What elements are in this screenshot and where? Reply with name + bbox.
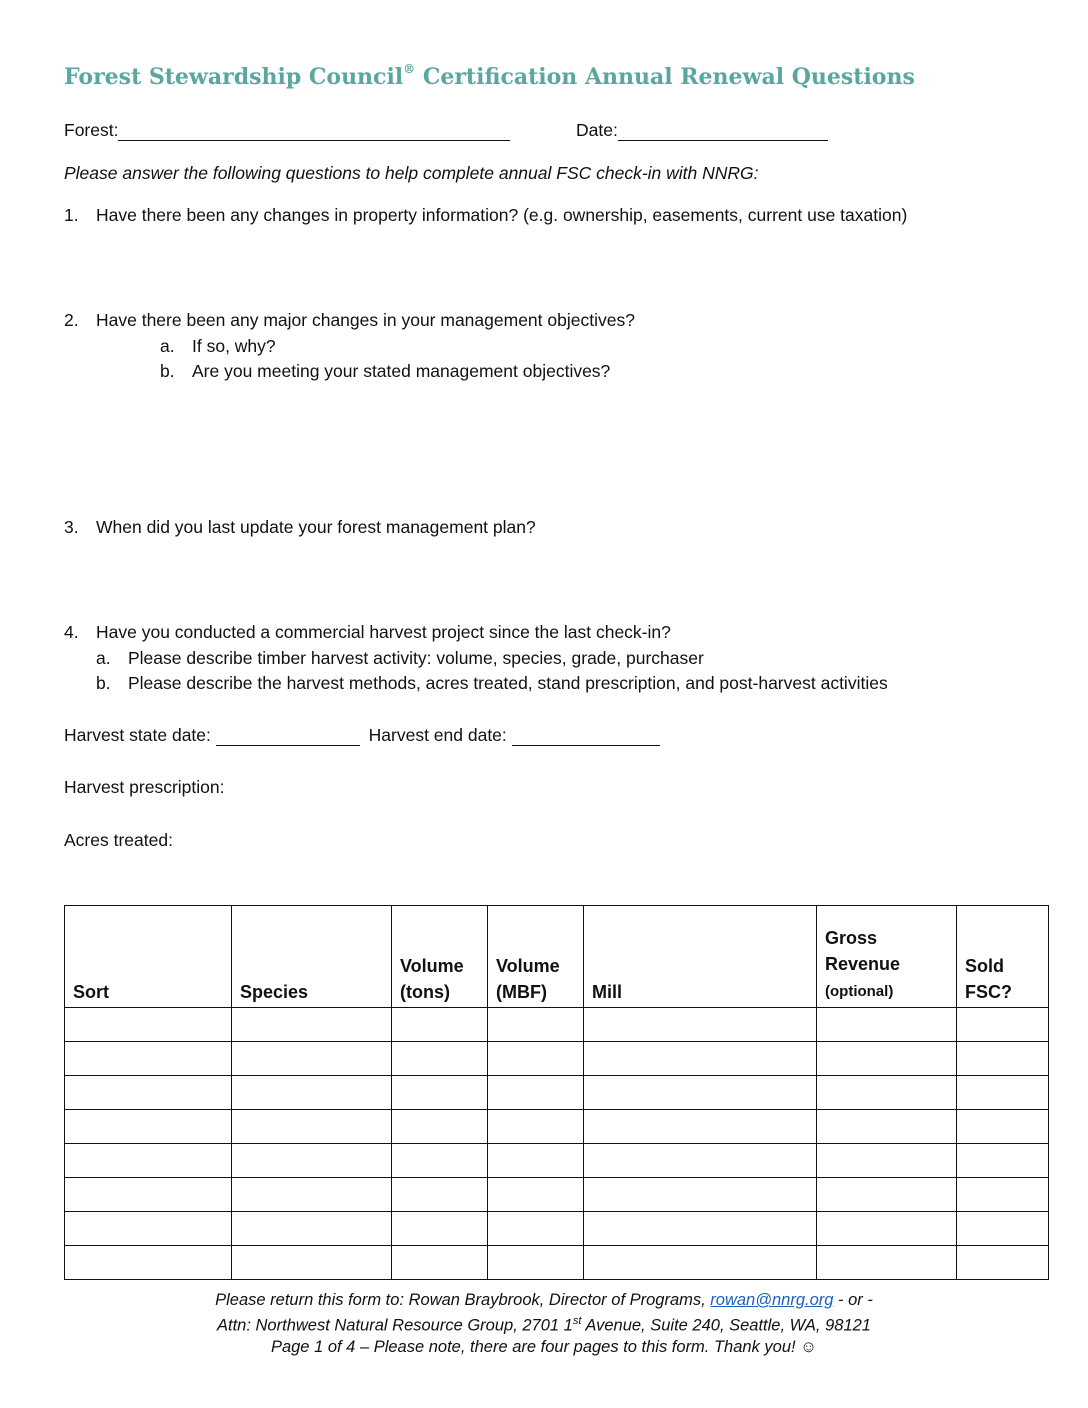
table-cell[interactable] — [817, 1008, 957, 1042]
table-cell[interactable] — [584, 1246, 817, 1280]
table-cell[interactable] — [817, 1178, 957, 1212]
table-cell[interactable] — [584, 1144, 817, 1178]
table-row — [65, 1144, 1049, 1178]
table-row — [65, 1246, 1049, 1280]
table-cell[interactable] — [65, 1178, 232, 1212]
table-cell[interactable] — [957, 1008, 1049, 1042]
table-cell[interactable] — [584, 1076, 817, 1110]
table-cell[interactable] — [488, 1076, 584, 1110]
sub-text: Are you meeting your stated management objectives? — [192, 361, 611, 381]
table-cell[interactable] — [817, 1144, 957, 1178]
table-cell[interactable] — [584, 1110, 817, 1144]
table-cell[interactable] — [817, 1042, 957, 1076]
title-main: Forest Stewardship Council — [64, 64, 404, 90]
sub-letter: a. — [96, 648, 111, 668]
table-cell[interactable] — [957, 1110, 1049, 1144]
table-cell[interactable] — [232, 1212, 392, 1246]
email-link[interactable]: rowan@nnrg.org — [710, 1291, 834, 1309]
harvest-start-label: Harvest state date: — [64, 725, 211, 745]
date-label: Date: — [576, 120, 618, 140]
table-cell[interactable] — [392, 1110, 488, 1144]
table-cell[interactable] — [817, 1212, 957, 1246]
header-sort: Sort — [65, 906, 232, 1008]
table-cell[interactable] — [957, 1212, 1049, 1246]
sub-letter: b. — [96, 673, 111, 693]
table-cell[interactable] — [957, 1144, 1049, 1178]
table-cell[interactable] — [232, 1042, 392, 1076]
question-4a — [96, 648, 704, 669]
table-cell[interactable] — [232, 1246, 392, 1280]
question-2b — [160, 361, 610, 382]
intro-text: Please answer the following questions to help complete annual FSC check-in with NNRG: — [64, 163, 759, 183]
question-number: 2. — [64, 310, 79, 330]
page-title — [64, 64, 915, 90]
table-cell[interactable] — [584, 1008, 817, 1042]
footer-line-2: Attn: Northwest Natural Resource Group, 2701 1st Avenue, Suite 240, Seattle, WA, 98121 — [217, 1315, 871, 1335]
table-cell[interactable] — [65, 1042, 232, 1076]
question-text: Have there been any major changes in your management objectives? — [96, 310, 635, 330]
table-cell[interactable] — [817, 1246, 957, 1280]
table-row — [65, 1212, 1049, 1246]
table-cell[interactable] — [817, 1076, 957, 1110]
sub-letter: a. — [160, 336, 175, 356]
table-cell[interactable] — [488, 1144, 584, 1178]
table-cell[interactable] — [584, 1042, 817, 1076]
harvest-end-input-line[interactable] — [512, 727, 660, 746]
table-row — [65, 1178, 1049, 1212]
sub-text: Please describe the harvest methods, acres treated, stand prescription, and post-harvest activities — [128, 673, 888, 693]
table-row — [65, 1110, 1049, 1144]
header-species: Species — [232, 906, 392, 1008]
question-3 — [64, 517, 536, 538]
table-cell[interactable] — [392, 1008, 488, 1042]
table-cell[interactable] — [392, 1212, 488, 1246]
table-cell[interactable] — [65, 1008, 232, 1042]
title-rest: Certification Annual Renewal Questions — [415, 64, 915, 90]
forest-label: Forest: — [64, 120, 119, 140]
question-2a — [160, 336, 276, 357]
harvest-end-label: Harvest end date: — [368, 725, 507, 745]
table-cell[interactable] — [817, 1110, 957, 1144]
table-row — [65, 1042, 1049, 1076]
table-cell[interactable] — [65, 1144, 232, 1178]
table-cell[interactable] — [957, 1076, 1049, 1110]
question-number: 1. — [64, 205, 79, 225]
table-cell[interactable] — [488, 1110, 584, 1144]
table-cell[interactable] — [232, 1110, 392, 1144]
table-cell[interactable] — [957, 1178, 1049, 1212]
sub-letter: b. — [160, 361, 175, 381]
question-number: 4. — [64, 622, 79, 642]
question-number: 3. — [64, 517, 79, 537]
table-cell[interactable] — [65, 1212, 232, 1246]
table-cell[interactable] — [392, 1144, 488, 1178]
header-sold-fsc: Sold FSC? — [957, 906, 1049, 1008]
harvest-table — [64, 905, 1049, 1280]
table-cell[interactable] — [392, 1076, 488, 1110]
table-cell[interactable] — [65, 1076, 232, 1110]
table-cell[interactable] — [488, 1042, 584, 1076]
table-cell[interactable] — [488, 1008, 584, 1042]
question-2 — [64, 310, 635, 331]
table-cell[interactable] — [488, 1246, 584, 1280]
acres-treated-label: Acres treated: — [64, 830, 173, 850]
header-volume-tons: Volume (tons) — [392, 906, 488, 1008]
table-row — [65, 1008, 1049, 1042]
harvest-prescription-label: Harvest prescription: — [64, 777, 225, 797]
date-input-line[interactable] — [618, 122, 828, 141]
sub-text: Please describe timber harvest activity: volume, species, grade, purchaser — [128, 648, 704, 668]
table-cell[interactable] — [957, 1042, 1049, 1076]
date-field — [576, 120, 828, 141]
question-4b — [96, 673, 888, 694]
table-cell[interactable] — [232, 1144, 392, 1178]
table-cell[interactable] — [584, 1178, 817, 1212]
table-row — [65, 1076, 1049, 1110]
question-1 — [64, 205, 907, 226]
table-cell[interactable] — [232, 1178, 392, 1212]
question-text: When did you last update your forest management plan? — [96, 517, 536, 537]
table-body — [65, 1008, 1049, 1280]
table-cell[interactable] — [584, 1212, 817, 1246]
table-cell[interactable] — [392, 1042, 488, 1076]
question-4 — [64, 622, 671, 643]
registered-mark: ® — [403, 62, 416, 76]
table-header-row — [65, 906, 1049, 1008]
question-text: Have there been any changes in property information? (e.g. ownership, easements, current use taxation) — [96, 205, 908, 225]
table-cell[interactable] — [488, 1212, 584, 1246]
header-volume-mbf: Volume (MBF) — [488, 906, 584, 1008]
harvest-dates — [64, 725, 660, 746]
sub-text: If so, why? — [192, 336, 276, 356]
table-cell[interactable] — [232, 1076, 392, 1110]
table-cell[interactable] — [392, 1246, 488, 1280]
question-text: Have you conducted a commercial harvest project since the last check-in? — [96, 622, 671, 642]
harvest-start-input-line[interactable] — [216, 727, 360, 746]
footer-line-3: Page 1 of 4 – Please note, there are four pages to this form. Thank you! ☺ — [270, 1338, 818, 1356]
header-gross-revenue: Gross Revenue (optional) — [817, 906, 957, 1008]
table-cell[interactable] — [232, 1008, 392, 1042]
table-cell[interactable] — [392, 1178, 488, 1212]
table-cell[interactable] — [957, 1246, 1049, 1280]
table-cell[interactable] — [488, 1178, 584, 1212]
forest-field — [64, 120, 510, 141]
header-mill: Mill — [584, 906, 817, 1008]
table-cell[interactable] — [65, 1246, 232, 1280]
footer-line-1: Please return this form to: Rowan Braybrook, Director of Programs, rowan@nnrg.org - or - — [215, 1291, 873, 1309]
forest-input-line[interactable] — [118, 122, 510, 141]
table-cell[interactable] — [65, 1110, 232, 1144]
